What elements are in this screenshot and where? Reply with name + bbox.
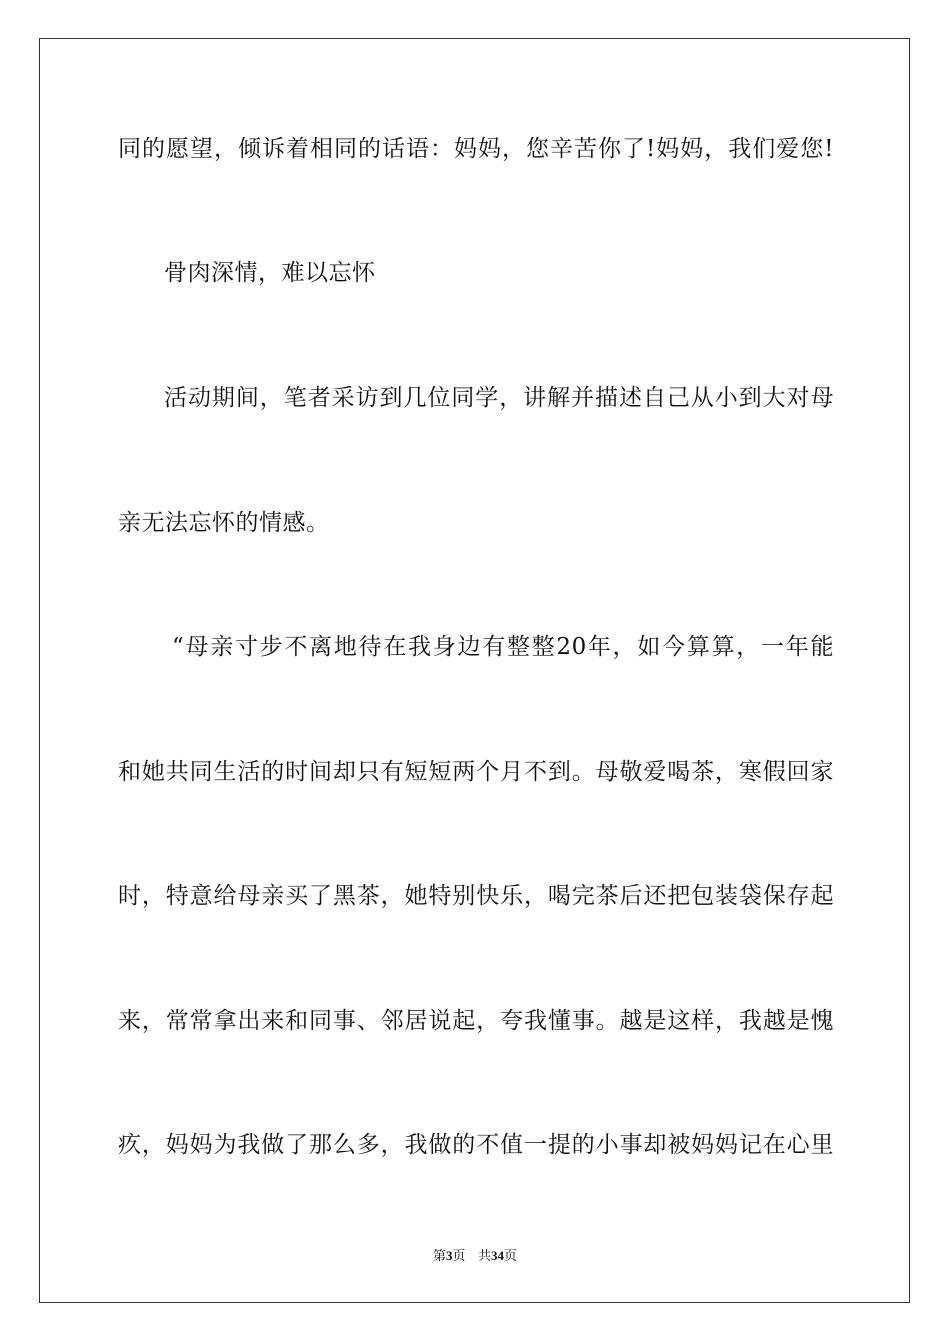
paragraph-line: 亲无法忘怀的情感。 <box>118 510 330 536</box>
page-unit: 页 <box>452 1249 466 1264</box>
paragraph-line: 和她共同生活的时间却只有短短两个月不到。母敬爱喝茶，寒假回家 <box>118 759 834 785</box>
page-prefix: 第 <box>433 1249 447 1264</box>
paragraph-line: 同的愿望，倾诉着相同的话语：妈妈，您辛苦你了!妈妈，我们爱您! <box>118 136 834 162</box>
total-prefix: 共 <box>477 1249 491 1264</box>
total-unit: 页 <box>503 1249 517 1264</box>
page-current: 3 <box>446 1248 453 1263</box>
paragraph-line: 活动期间，笔者采访到几位同学，讲解并描述自己从小到大对母 <box>164 385 834 411</box>
section-heading: 骨肉深情，难以忘怀 <box>164 260 376 286</box>
paragraph-line: “母亲寸步不离地待在我身边有整整20年，如今算算，一年能 <box>172 634 834 660</box>
paragraph-line: 来，常常拿出来和同事、邻居说起，夸我懂事。越是这样，我越是愧 <box>118 1008 834 1034</box>
paragraph-line: 时，特意给母亲买了黑茶，她特别快乐，喝完茶后还把包装袋保存起 <box>118 883 834 909</box>
paragraph-line: 疚，妈妈为我做了那么多，我做的不值一提的小事却被妈妈记在心里 <box>118 1132 834 1158</box>
page-border <box>39 38 910 1303</box>
page-footer <box>0 1246 950 1267</box>
page-total: 34 <box>490 1248 504 1263</box>
